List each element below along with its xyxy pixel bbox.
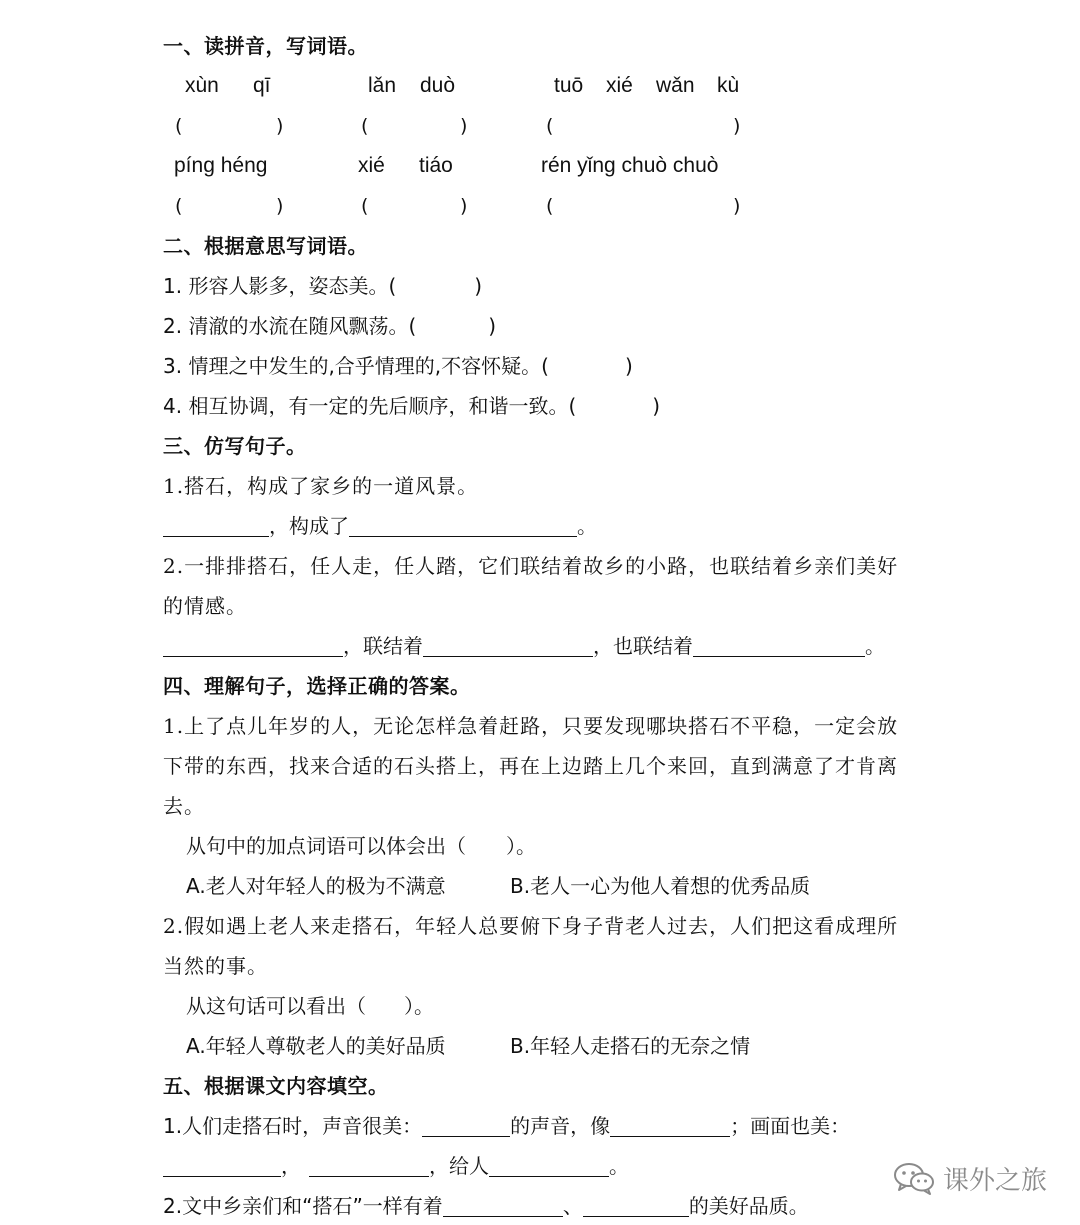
fill-text: ；画面也美： [730,1114,851,1138]
question [163,312,496,340]
section-3-title: 三、仿写句子。 [163,434,307,458]
prompt-text: 从句中的加点词语可以体会出（ [186,834,466,858]
answer-paren-close: ) [276,195,284,217]
question-text: 去。 [163,794,205,818]
pinyin: kù [717,74,740,97]
answer-paren-close: ) [276,115,284,137]
pinyin: qī [253,74,271,97]
question-text: 4. 相互协调，有一定的先后顺序，和谐一致。( [163,394,577,418]
answer-paren-close: ) [733,115,741,137]
option-b[interactable]: B.老人一心为他人着想的优秀品质 [510,874,811,898]
fill-line [163,1112,850,1140]
question-prompt [186,832,536,860]
fill-text: 的声音，像 [510,1114,611,1138]
watermark [893,1160,1047,1196]
section-2-title: 二、根据意思写词语。 [163,234,368,258]
answer-blank[interactable] [163,1154,281,1177]
question-text: 的情感。 [163,594,247,618]
answer-paren-close: ) [624,354,633,378]
pinyin: xié [606,74,633,97]
pinyin: tuō [554,74,584,97]
answer-blank[interactable] [610,1114,730,1137]
fill-line [163,632,885,660]
option-a[interactable]: A.老人对年轻人的极为不满意 [186,874,446,898]
question [163,272,482,300]
question-text: 2.假如遇上老人来走搭石，年轻人总要俯下身子背老人过去，人们把这看成理所 [163,914,899,938]
pinyin: lǎn [368,74,397,97]
fill-text: 。 [865,634,885,658]
section-1-title: 一、读拼音，写词语。 [163,34,368,58]
prompt-text: 从这句话可以看出（ [186,994,366,1018]
fill-text: ， [281,1154,301,1178]
answer-paren-open: ( [546,115,554,137]
fill-text: 、 [562,1194,583,1218]
answer-blank[interactable] [309,1154,429,1177]
answer-blank[interactable] [693,634,865,657]
pinyin: duò [420,74,456,97]
answer-blank[interactable] [583,1194,689,1217]
fill-text: 的美好品质。 [688,1194,809,1218]
watermark-text: 课外之旅 [943,1165,1048,1196]
prompt-text: ）。 [506,834,536,858]
answer-paren-open: ( [175,115,183,137]
fill-text: 1.人们走搭石时，声音很美： [163,1114,423,1138]
fill-text: ，构成了 [269,514,349,538]
answer-blank[interactable] [489,1154,609,1177]
pinyin: xié [358,154,385,177]
pinyin: tiáo [419,154,453,177]
answer-blank[interactable] [422,1114,510,1137]
fill-text: ，联结着 [343,634,423,658]
section-4-title: 四、理解句子，选择正确的答案。 [163,674,471,698]
option-b[interactable]: B.年轻人走搭石的无奈之情 [510,1034,751,1058]
answer-blank[interactable] [443,1194,563,1217]
fill-line [163,512,597,540]
fill-text: 2.文中乡亲们和“搭石”一样有着 [163,1194,443,1218]
question-text: 2.一排排搭石，任人走，任人踏，它们联结着故乡的小路，也联结着乡亲们美好 [163,554,899,578]
answer-blank[interactable] [163,514,269,537]
pinyin: rén yǐng chuò chuò [541,154,719,177]
question-text: 2. 清澈的水流在随风飘荡。( [163,314,417,338]
section-5-title: 五、根据课文内容填空。 [163,1074,389,1098]
question-text: 1. 形容人影多，姿态美。( [163,274,397,298]
question-text: 3. 情理之中发生的,合乎情理的,不容怀疑。( [163,354,549,378]
answer-paren-close: ) [652,394,661,418]
pinyin: píng héng [174,154,268,177]
answer-paren-close: ) [733,195,741,217]
wechat-icon [893,1161,935,1195]
fill-line [163,1152,629,1180]
answer-blank[interactable] [423,634,593,657]
answer-paren-close: ) [474,274,483,298]
question [163,392,660,420]
answer-paren-open: ( [546,195,554,217]
question-text: 1.搭石，构成了家乡的一道风景。 [163,474,479,498]
answer-paren-open: ( [361,195,369,217]
question-text: 1.上了点儿年岁的人，无论怎样急着赶路，只要发现哪块搭石不平稳，一定会放 [163,714,899,738]
answer-paren-open: ( [175,195,183,217]
fill-text: ，给人 [429,1154,489,1178]
prompt-text: ）。 [404,994,434,1018]
option-a[interactable]: A.年轻人尊敬老人的美好品质 [186,1034,446,1058]
fill-text: 。 [577,514,597,538]
fill-text: 。 [609,1154,629,1178]
answer-blank[interactable] [349,514,577,537]
fill-text: ，也联结着 [593,634,693,658]
answer-paren-open: ( [361,115,369,137]
question-text: 当然的事。 [163,954,268,978]
fill-line [163,1192,809,1220]
pinyin: wǎn [656,74,695,97]
answer-paren-close: ) [488,314,497,338]
question [163,352,633,380]
pinyin: xùn [185,74,219,97]
answer-paren-close: ) [460,195,468,217]
question-text: 下带的东西，找来合适的石头搭上，再在上边踏上几个来回，直到满意了才肯离 [163,754,898,778]
answer-blank[interactable] [163,634,343,657]
answer-paren-close: ) [460,115,468,137]
question-prompt [186,992,434,1020]
